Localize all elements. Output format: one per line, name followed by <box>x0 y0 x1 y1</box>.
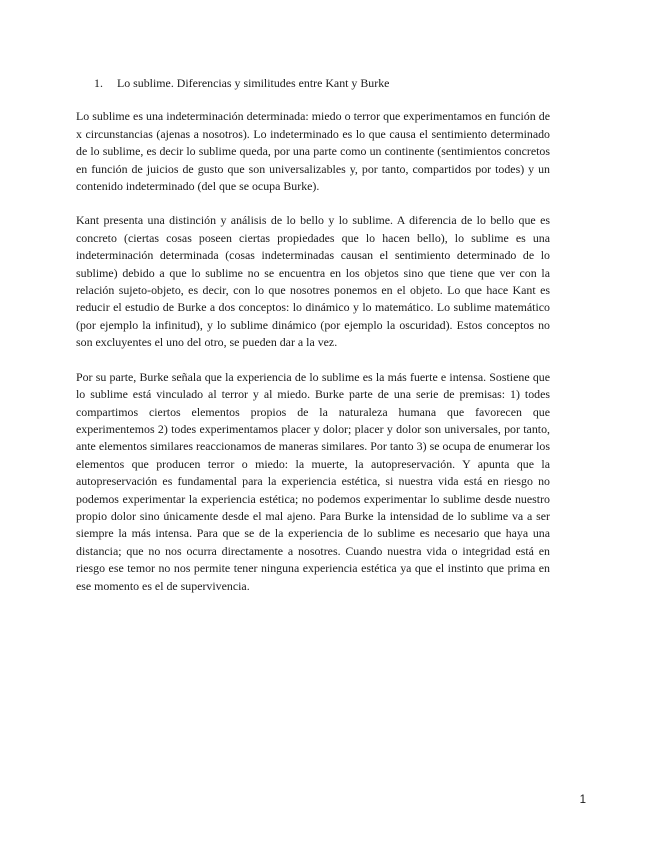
section-title: Lo sublime. Diferencias y similitudes entre Kant y Burke <box>116 76 390 90</box>
paragraph-3: Por su parte, Burke señala que la experiencia de lo sublime es la más fuerte e intensa. Sostiene que lo sublime está vinculado al terror y al miedo. Burke parte de una serie de premisas: 1) todes compartimos ciertos elementos propios de la naturaleza humana que favorecen que experimentemos 2) todes experimentamos placer y dolor; placer y dolor son universales, por tanto, ante elementos similares reaccionamos de maneras similares. Por tanto 3) se ocupa de enumerar los elementos que producen terror o miedo: la muerte, la autopreservación. Y apunta que la autopreservación es fundamental para la experiencia estética, si nuestra vida está en riesgo no podemos experimentar la experiencia estética; no podemos experimentar lo sublime desde nuestro propio dolor sino únicamente desde el mal ajeno. Para Burke la intensidad de lo sublime va a ser siempre la más intensa. Para que se de la experiencia de lo sublime es necesario que haya una distancia; que no nos ocurra directamente a nosotres. Cuando nuestra vida o integridad está en riesgo ese temor no nos permite tener ninguna experiencia estética ya que el instinto que prima en ese momento es el de supervivencia. <box>76 369 550 593</box>
section-number: 1. <box>94 76 103 90</box>
document-body <box>76 75 550 612</box>
paragraph-1: Lo sublime es una indeterminación determinada: miedo o terror que experimentamos en función de x circunstancias (ajenas a nosotros). Lo indeterminado es lo que causa el sentimiento determinado de lo sublime, es decir lo sublime queda, por una parte como un continente (sentimientos concretos en función de juicios de gusto que son universalizables y, por tanto, compartidos por todes) y un contenido indeterminado (del que se ocupa Burke). <box>76 109 550 194</box>
section-heading <box>94 75 550 92</box>
paragraph-2: Kant presenta una distinción y análisis de lo bello y lo sublime. A diferencia de lo bello que es concreto (ciertas cosas poseen ciertas propiedades que lo hacen bello), lo sublime es una indeterminación determinada (cosas indeterminadas causan el sentimiento determinado de lo sublime) debido a que lo sublime no se encuentra en los objetos sino que tiene que ver con la relación sujeto-objeto, es decir, con lo que nosotres ponemos en el objeto. Lo que hace Kant es reducir el estudio de Burke a dos conceptos: lo dinámico y lo matemático. Lo sublime matemático (por ejemplo la infinitud), y lo sublime dinámico (por ejemplo la oscuridad). Estos conceptos no son excluyentes el uno del otro, se pueden dar a la vez. <box>76 213 550 350</box>
page-number: 1 <box>579 794 586 806</box>
